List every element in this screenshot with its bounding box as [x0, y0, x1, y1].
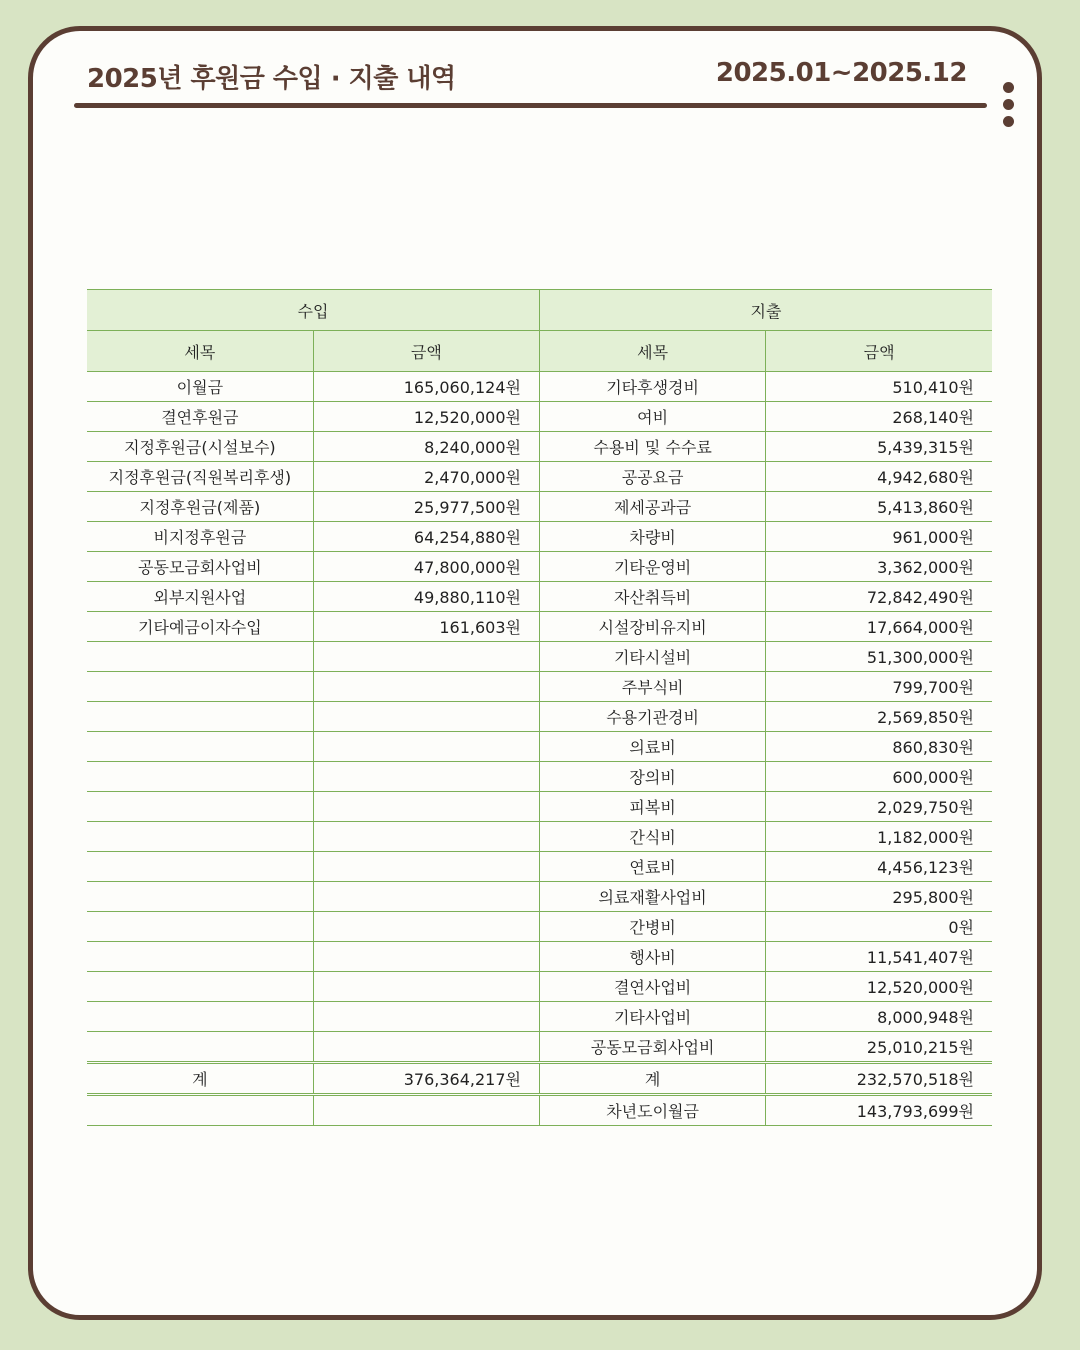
expense-item-cell: 간병비 — [539, 912, 765, 942]
table-row — [87, 582, 992, 612]
income-item-cell — [87, 822, 313, 852]
expense-amount-cell: 268,140원 — [766, 402, 992, 432]
expense-item-cell: 행사비 — [539, 942, 765, 972]
expense-amount-cell: 12,520,000원 — [766, 972, 992, 1002]
expense-item-cell: 간식비 — [539, 822, 765, 852]
income-item-cell: 공동모금회사업비 — [87, 552, 313, 582]
expense-item-cell: 주부식비 — [539, 672, 765, 702]
income-item-cell — [87, 762, 313, 792]
expense-amount-cell: 4,456,123원 — [766, 852, 992, 882]
expense-amount-cell: 25,010,215원 — [766, 1032, 992, 1063]
expense-item-cell: 공공요금 — [539, 462, 765, 492]
income-amount-cell — [313, 792, 539, 822]
expense-amount-cell: 11,541,407원 — [766, 942, 992, 972]
table-row — [87, 882, 992, 912]
table-row — [87, 1032, 992, 1063]
expense-item-cell: 시설장비유지비 — [539, 612, 765, 642]
expense-amount-column-header: 금액 — [766, 331, 992, 372]
income-amount-cell: 8,240,000원 — [313, 432, 539, 462]
income-amount-cell — [313, 1002, 539, 1032]
income-item-cell — [87, 792, 313, 822]
table-row — [87, 732, 992, 762]
expense-item-cell: 여비 — [539, 402, 765, 432]
income-amount-cell — [313, 852, 539, 882]
expense-item-cell: 차량비 — [539, 522, 765, 552]
income-item-cell — [87, 1032, 313, 1063]
expense-total-label: 계 — [539, 1063, 765, 1095]
income-expense-table — [87, 289, 992, 1126]
expense-item-cell: 결연사업비 — [539, 972, 765, 1002]
table-row — [87, 462, 992, 492]
table-row — [87, 522, 992, 552]
expense-amount-cell: 8,000,948원 — [766, 1002, 992, 1032]
income-item-cell — [87, 972, 313, 1002]
table-row — [87, 1002, 992, 1032]
income-amount-cell: 165,060,124원 — [313, 372, 539, 402]
table-row — [87, 792, 992, 822]
expense-total-amount: 232,570,518원 — [766, 1063, 992, 1095]
table-row — [87, 402, 992, 432]
income-amount-cell: 161,603원 — [313, 612, 539, 642]
income-item-cell — [87, 672, 313, 702]
table-row — [87, 972, 992, 1002]
income-amount-cell — [313, 732, 539, 762]
income-item-cell — [87, 1002, 313, 1032]
expense-amount-cell: 0원 — [766, 912, 992, 942]
expense-amount-cell: 295,800원 — [766, 882, 992, 912]
expense-item-cell: 의료재활사업비 — [539, 882, 765, 912]
expense-item-cell: 공동모금회사업비 — [539, 1032, 765, 1063]
table-row — [87, 912, 992, 942]
table-row — [87, 372, 992, 402]
income-total-amount: 376,364,217원 — [313, 1063, 539, 1095]
income-amount-cell — [313, 882, 539, 912]
table-row — [87, 432, 992, 462]
income-item-cell: 지정후원금(시설보수) — [87, 432, 313, 462]
dot — [1003, 116, 1014, 127]
income-amount-cell — [313, 972, 539, 1002]
income-item-cell — [87, 732, 313, 762]
dot — [1003, 82, 1014, 93]
income-item-cell — [87, 882, 313, 912]
expense-item-cell: 기타시설비 — [539, 642, 765, 672]
income-item-cell: 이월금 — [87, 372, 313, 402]
expense-amount-cell: 5,413,860원 — [766, 492, 992, 522]
expense-amount-cell: 72,842,490원 — [766, 582, 992, 612]
income-amount-cell: 12,520,000원 — [313, 402, 539, 432]
expense-item-cell: 제세공과금 — [539, 492, 765, 522]
period-label: 2025.01~2025.12 — [715, 58, 967, 88]
title-divider — [74, 103, 987, 108]
expense-amount-cell: 799,700원 — [766, 672, 992, 702]
expense-item-cell: 장의비 — [539, 762, 765, 792]
table-row — [87, 702, 992, 732]
income-amount-cell — [313, 762, 539, 792]
carryover-row — [87, 1095, 992, 1126]
expense-section-header: 지출 — [539, 290, 992, 331]
income-section-header: 수입 — [87, 290, 539, 331]
income-amount-cell — [313, 702, 539, 732]
income-amount-column-header: 금액 — [313, 331, 539, 372]
income-item-cell — [87, 942, 313, 972]
income-amount-cell: 49,880,110원 — [313, 582, 539, 612]
total-row — [87, 1063, 992, 1095]
income-amount-cell: 64,254,880원 — [313, 522, 539, 552]
expense-item-column-header: 세목 — [539, 331, 765, 372]
table-row — [87, 492, 992, 522]
expense-amount-cell: 3,362,000원 — [766, 552, 992, 582]
income-item-cell — [87, 912, 313, 942]
table-row — [87, 612, 992, 642]
income-item-cell: 비지정후원금 — [87, 522, 313, 552]
expense-item-cell: 수용기관경비 — [539, 702, 765, 732]
expense-item-cell: 피복비 — [539, 792, 765, 822]
expense-item-cell: 기타운영비 — [539, 552, 765, 582]
income-amount-cell — [313, 822, 539, 852]
table-row — [87, 822, 992, 852]
income-amount-cell: 2,470,000원 — [313, 462, 539, 492]
income-amount-cell: 47,800,000원 — [313, 552, 539, 582]
income-amount-cell — [313, 1032, 539, 1063]
income-item-cell: 지정후원금(제품) — [87, 492, 313, 522]
empty-cell — [87, 1095, 313, 1126]
income-amount-cell — [313, 672, 539, 702]
table-row — [87, 852, 992, 882]
expense-item-cell: 기타후생경비 — [539, 372, 765, 402]
income-item-cell: 기타예금이자수입 — [87, 612, 313, 642]
expense-amount-cell: 600,000원 — [766, 762, 992, 792]
income-item-cell — [87, 702, 313, 732]
income-amount-cell — [313, 942, 539, 972]
income-amount-cell: 25,977,500원 — [313, 492, 539, 522]
expense-amount-cell: 961,000원 — [766, 522, 992, 552]
income-item-cell — [87, 852, 313, 882]
table-row — [87, 552, 992, 582]
table-row — [87, 762, 992, 792]
income-item-cell: 결연후원금 — [87, 402, 313, 432]
expense-item-cell: 기타사업비 — [539, 1002, 765, 1032]
table-row — [87, 942, 992, 972]
expense-item-cell: 의료비 — [539, 732, 765, 762]
income-amount-cell — [313, 912, 539, 942]
expense-amount-cell: 51,300,000원 — [766, 642, 992, 672]
income-item-cell: 외부지원사업 — [87, 582, 313, 612]
carryover-label: 차년도이월금 — [539, 1095, 765, 1126]
carryover-amount: 143,793,699원 — [766, 1095, 992, 1126]
expense-amount-cell: 860,830원 — [766, 732, 992, 762]
expense-item-cell: 수용비 및 수수료 — [539, 432, 765, 462]
empty-cell — [313, 1095, 539, 1126]
income-item-cell: 지정후원금(직원복리후생) — [87, 462, 313, 492]
income-item-cell — [87, 642, 313, 672]
income-item-column-header: 세목 — [87, 331, 313, 372]
expense-amount-cell: 1,182,000원 — [766, 822, 992, 852]
dot — [1003, 99, 1014, 110]
page-title: 2025년 후원금 수입 · 지출 내역 — [87, 64, 456, 94]
expense-item-cell: 연료비 — [539, 852, 765, 882]
more-options-icon[interactable] — [1002, 82, 1016, 128]
expense-amount-cell: 17,664,000원 — [766, 612, 992, 642]
expense-amount-cell: 2,029,750원 — [766, 792, 992, 822]
expense-item-cell: 자산취득비 — [539, 582, 765, 612]
table-row — [87, 642, 992, 672]
income-total-label: 계 — [87, 1063, 313, 1095]
expense-amount-cell: 4,942,680원 — [766, 462, 992, 492]
table-row — [87, 672, 992, 702]
expense-amount-cell: 510,410원 — [766, 372, 992, 402]
expense-amount-cell: 2,569,850원 — [766, 702, 992, 732]
income-amount-cell — [313, 642, 539, 672]
expense-amount-cell: 5,439,315원 — [766, 432, 992, 462]
